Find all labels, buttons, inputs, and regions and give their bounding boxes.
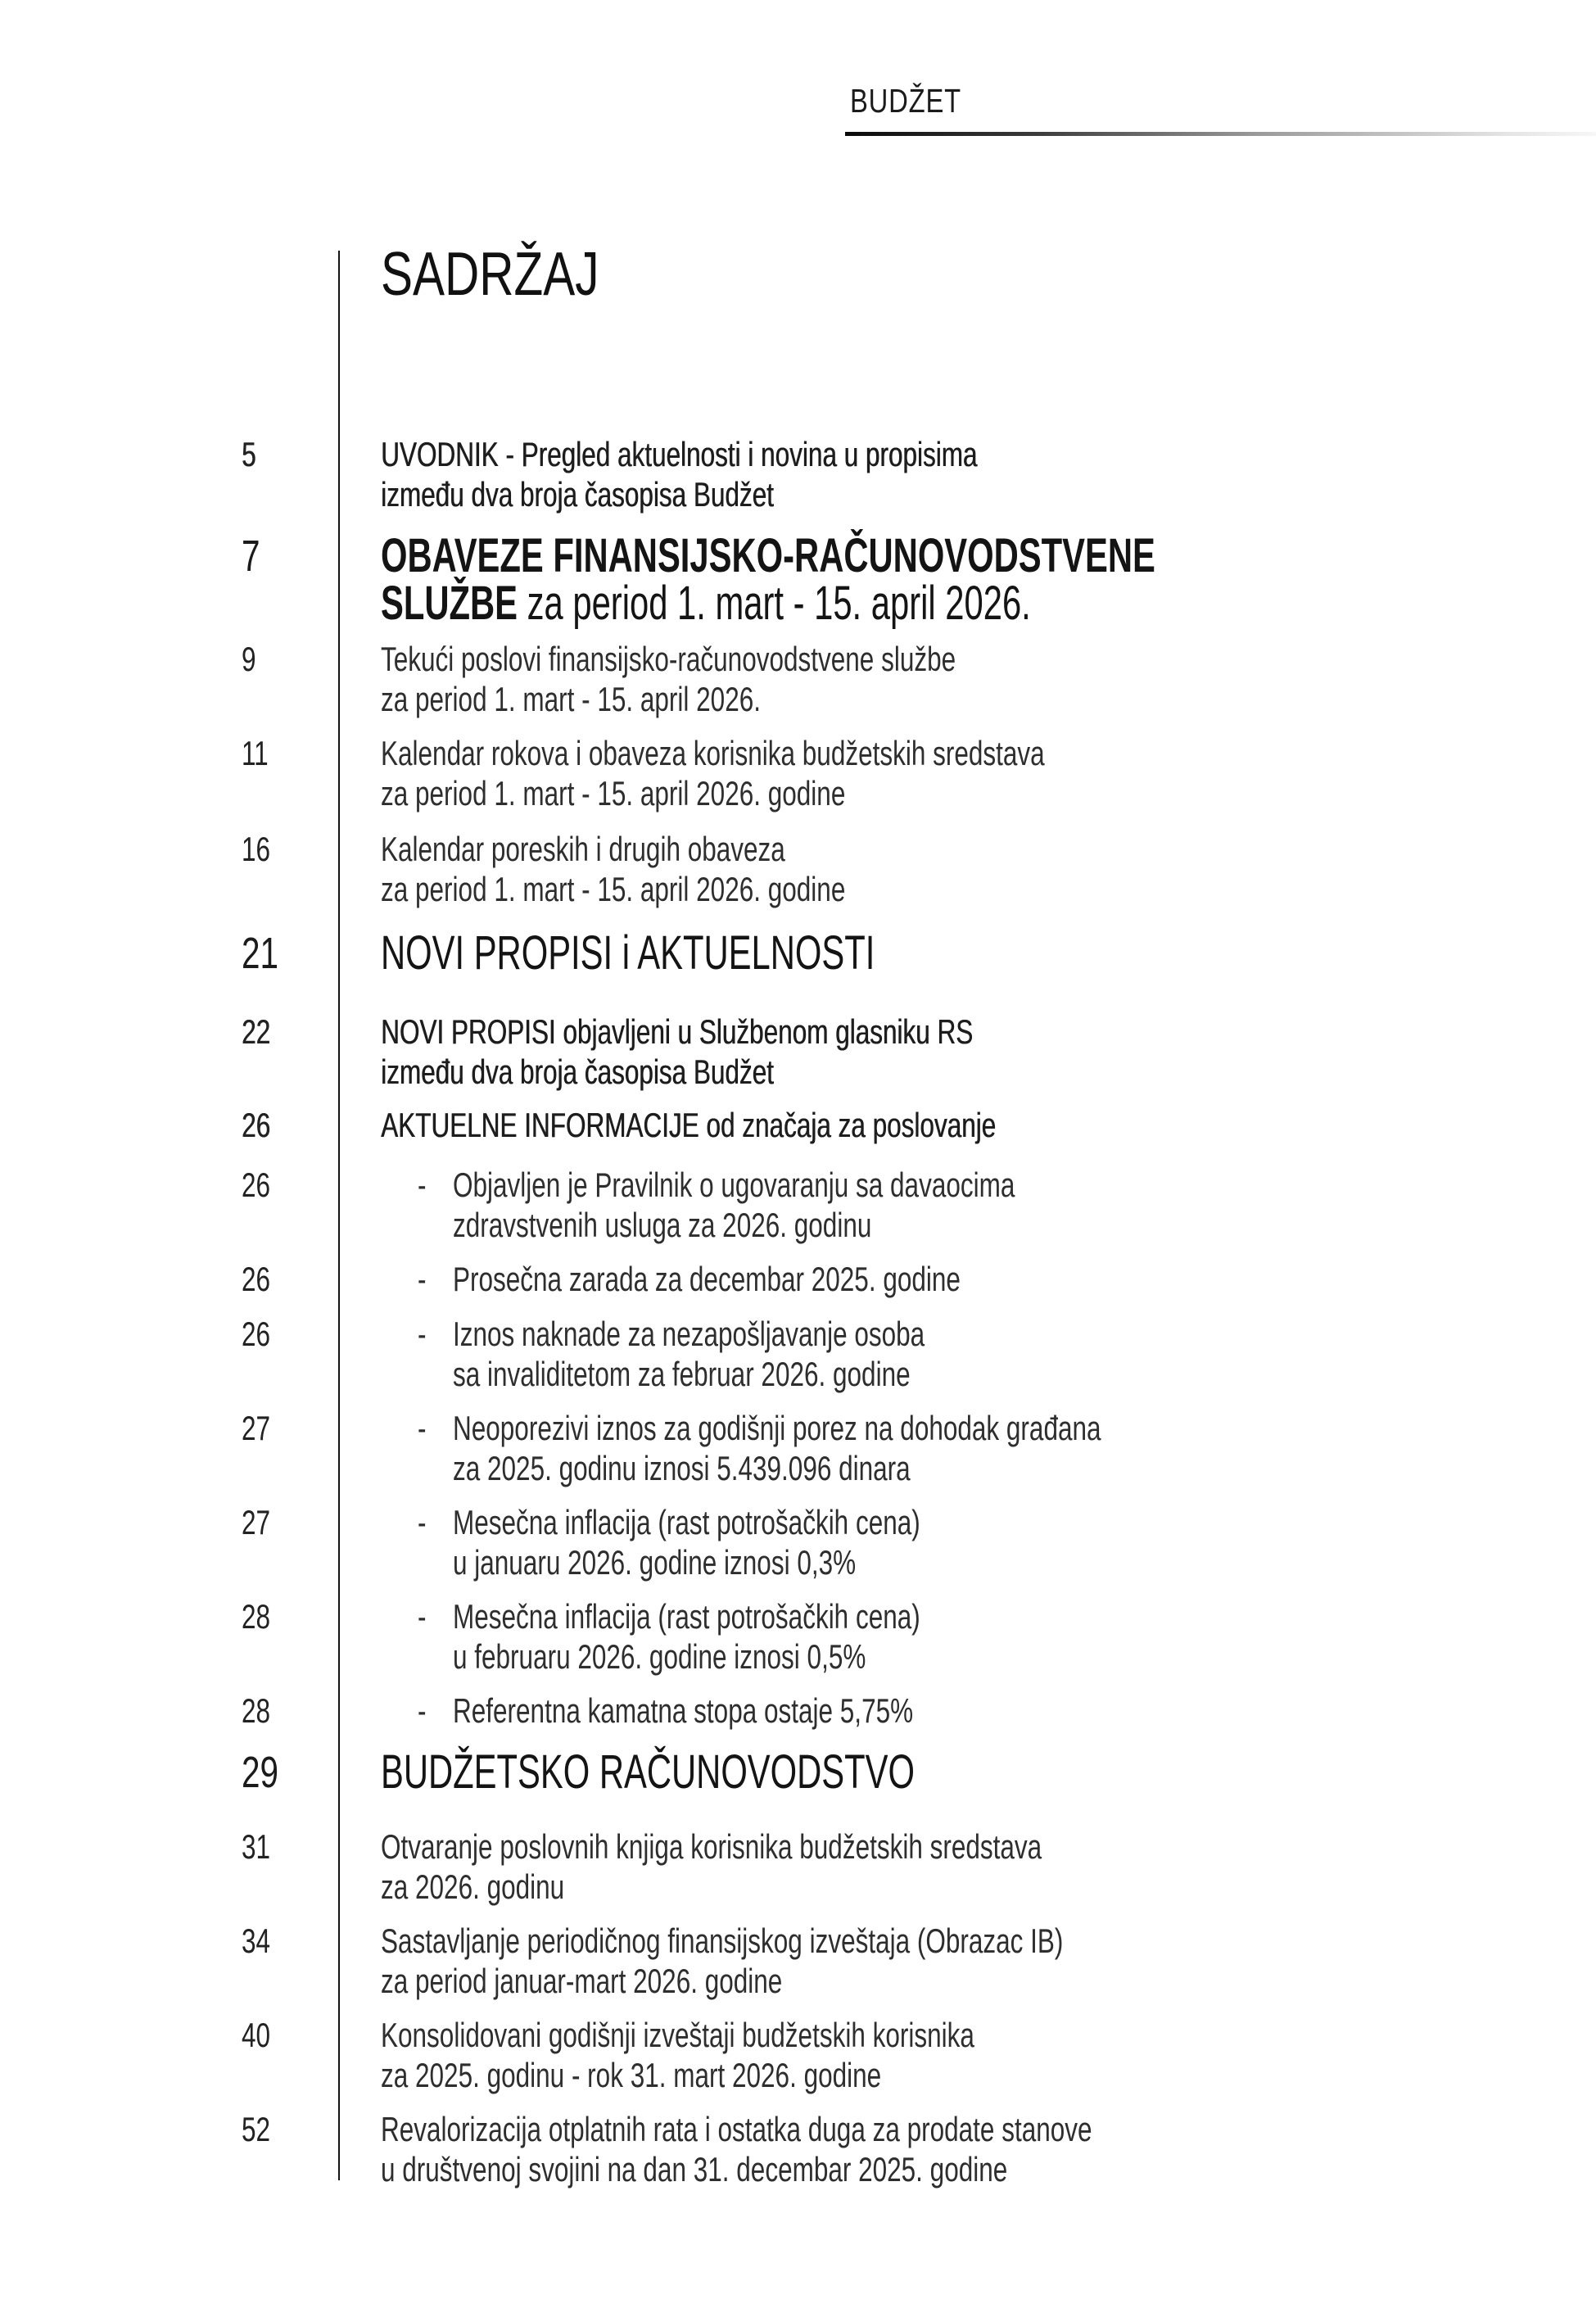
page-title: [381, 239, 661, 308]
toc-entry-line-text: između dva broja časopisa Budžet: [381, 1052, 774, 1091]
toc-entry-line-text: u januaru 2026. godine iznosi 0,3%: [453, 1543, 857, 1582]
toc-entry-line: [381, 1052, 1170, 1092]
magazine-title-text: BUDŽET: [850, 82, 961, 120]
toc-entry-line: [418, 1259, 1130, 1299]
toc-entry-text: [381, 1921, 1291, 2001]
toc-entry-line: [418, 1354, 1082, 1394]
toc-entry-line-text: za period 1. mart - 15. april 2026. godine: [381, 870, 846, 908]
toc-entry-line-text: za period 1. mart - 15. april 2026. godine: [381, 774, 846, 812]
toc-entry-line: [381, 773, 1266, 813]
toc-entry-line: [418, 1314, 1082, 1354]
toc-entry-line: [381, 1745, 1123, 1799]
toc-heading-bold-segment: SLUŽBE: [381, 577, 518, 630]
toc-entry-line-text: sa invaliditetom za februar 2026. godine: [453, 1355, 911, 1393]
dash-bullet: -: [418, 1503, 427, 1541]
toc-entry-line: [381, 1826, 1262, 1867]
toc-entry-text: [381, 639, 1147, 719]
toc-page-number-text: 27: [242, 1409, 271, 1447]
toc-page-number-text: 28: [242, 1597, 271, 1636]
toc-page-number-text: 7: [242, 532, 260, 581]
toc-entry-text: [381, 1012, 1170, 1092]
toc-entry-line: [418, 1691, 1066, 1731]
toc-entry-line-text: NOVI PROPISI objavljeni u Službenom glasniku RS: [381, 1012, 974, 1051]
toc-entry-text: [418, 1596, 1076, 1677]
toc-page-number: [242, 1314, 280, 1354]
toc-page-number: [242, 434, 260, 474]
toc-entry-line: [381, 2149, 1329, 2189]
dash-bullet: -: [418, 1166, 427, 1204]
toc-entry-line-text: [381, 529, 1155, 582]
page-title-text: SADRŽAJ: [381, 239, 599, 308]
toc-heading-regular-segment: za period 1. mart - 15. april 2026.: [518, 577, 1031, 630]
toc-entry-line: [381, 1105, 1200, 1145]
content-divider-line: [338, 251, 340, 2180]
toc-page-number-text: 40: [242, 2016, 271, 2054]
toc-entry-text: [381, 926, 1067, 980]
toc-entry-line-text: za 2026. godinu: [381, 1867, 565, 1906]
toc-entry-text: [381, 2015, 1173, 2095]
toc-entry-line: [418, 1165, 1202, 1205]
toc-entry-text: [381, 1105, 1200, 1145]
toc-entry-text: [381, 733, 1266, 813]
toc-entry-line-text: Kalendar poreskih i drugih obaveza: [381, 830, 785, 868]
toc-entry-text: [381, 1745, 1123, 1799]
toc-page-number-text: 29: [242, 1748, 279, 1797]
toc-entry-line-text: zdravstvenih usluga za 2026. godinu: [453, 1206, 872, 1244]
toc-entry-line-text: za period januar-mart 2026. godine: [381, 1962, 783, 2000]
toc-entry-line: [381, 2109, 1329, 2149]
dash-bullet: -: [418, 1597, 427, 1636]
toc-page-number-text: 9: [242, 640, 256, 678]
toc-entry-text: [418, 1165, 1202, 1245]
toc-page-number-text: 26: [242, 1260, 271, 1298]
toc-entry-line: [381, 434, 1176, 474]
toc-page-number-text: 28: [242, 1691, 271, 1730]
toc-entry-line-text: za 2025. godinu - rok 31. mart 2026. godine: [381, 2056, 882, 2094]
toc-entry-line-text: Otvaranje poslovnih knjiga korisnika budžetskih sredstava: [381, 1827, 1042, 1866]
toc-page-number-text: 22: [242, 1012, 271, 1051]
toc-entry-line: [381, 529, 1457, 582]
toc-entry-text: [381, 529, 1457, 630]
toc-entry-line: [381, 926, 1067, 980]
toc-entry-line-text: u februaru 2026. godine iznosi 0,5%: [453, 1637, 866, 1676]
toc-page-number-text: 52: [242, 2110, 271, 2148]
toc-entry-text: [418, 1259, 1130, 1299]
toc-page-number: [242, 1826, 280, 1867]
toc-page-number: [242, 1012, 280, 1052]
toc-entry-line-text: UVODNIK - Pregled aktuelnosti i novina u propisima: [381, 435, 978, 473]
toc-entry-line-text: BUDŽETSKO RAČUNOVODSTVO: [381, 1745, 915, 1799]
toc-page-number-text: 11: [242, 734, 269, 772]
toc-page-number-text: 26: [242, 1315, 271, 1353]
toc-page-number-text: 21: [242, 929, 279, 978]
toc-entry-line: [381, 639, 1147, 679]
toc-entry-line-text: AKTUELNE INFORMACIJE od značaja za poslovanje: [381, 1106, 997, 1144]
toc-page-number: [242, 2109, 280, 2149]
toc-entry-line: [381, 869, 1000, 909]
toc-entry-line-text: za period 1. mart - 15. april 2026.: [381, 680, 762, 718]
toc-entry-line: [381, 577, 1457, 630]
toc-entry-line-text: Neoporezivi iznos za godišnji porez na dohodak građana: [453, 1409, 1101, 1447]
toc-entry-text: [381, 829, 1000, 909]
toc-entry-text: [418, 1502, 1076, 1582]
toc-page-number-text: 16: [242, 830, 271, 868]
dash-bullet: -: [418, 1315, 427, 1353]
toc-page-number: [242, 1596, 280, 1636]
toc-page-number: [242, 1105, 280, 1145]
toc-entry-line-text: Mesečna inflacija (rast potrošačkih cena): [453, 1597, 920, 1636]
toc-page-number: [242, 1165, 280, 1205]
toc-entry-line: [381, 2015, 1173, 2055]
toc-page-number: [242, 639, 260, 679]
toc-entry-text: [418, 1408, 1317, 1488]
toc-entry-line: [381, 474, 1176, 514]
dash-bullet: -: [418, 1260, 427, 1298]
toc-page-number: [242, 930, 291, 977]
toc-entry-line-text: Sastavljanje periodičnog finansijskog izveštaja (Obrazac IB): [381, 1921, 1064, 1960]
toc-page-number: [242, 2015, 280, 2055]
toc-entry-text: [381, 434, 1176, 514]
toc-entry-text: [418, 1691, 1066, 1731]
toc-entry-line: [381, 1012, 1170, 1052]
toc-page-number: [242, 1259, 280, 1299]
toc-entry-line: [381, 1961, 1291, 2001]
toc-entry-line-text: Mesečna inflacija (rast potrošačkih cena): [453, 1503, 920, 1541]
toc-entry-line-text: Kalendar rokova i obaveza korisnika budžetskih sredstava: [381, 734, 1045, 772]
toc-entry-line: [418, 1448, 1317, 1488]
magazine-title: [850, 82, 989, 120]
toc-entry-line: [418, 1542, 1076, 1582]
toc-page-number-text: 5: [242, 435, 256, 473]
toc-page-number: [242, 1408, 280, 1448]
toc-entry-line-text: Iznos naknade za nezapošljavanje osoba: [453, 1315, 925, 1353]
toc-entry-line-text: između dva broja časopisa Budžet: [381, 475, 774, 514]
toc-heading-bold-segment: OBAVEZE FINANSIJSKO-RAČUNOVODSTVENE: [381, 529, 1155, 582]
header-gradient-rule: [845, 132, 1596, 136]
toc-entry-line-text: Objavljen je Pravilnik o ugovaranju sa davaocima: [453, 1166, 1015, 1204]
toc-entry-line: [418, 1636, 1076, 1677]
toc-entry-line: [381, 679, 1147, 719]
toc-entry-line: [381, 1921, 1291, 1961]
toc-entry-line-text: Referentna kamatna stopa ostaje 5,75%: [453, 1691, 914, 1730]
toc-entry-line-text: [381, 577, 1031, 630]
toc-entry-line-text: NOVI PROPISI i AKTUELNOSTI: [381, 926, 875, 980]
toc-page-number-text: 27: [242, 1503, 271, 1541]
toc-entry-line: [418, 1205, 1202, 1245]
toc-page-number: [242, 1921, 280, 1961]
toc-page-number-text: 26: [242, 1166, 271, 1204]
dash-bullet: -: [418, 1691, 427, 1730]
toc-page-number: [242, 829, 280, 869]
toc-entry-line-text: za 2025. godinu iznosi 5.439.096 dinara: [453, 1449, 911, 1487]
toc-entry-line: [381, 733, 1266, 773]
toc-entry-line: [381, 829, 1000, 869]
toc-entry-line: [418, 1596, 1076, 1636]
toc-entry-line-text: Konsolidovani godišnji izveštaji budžetskih korisnika: [381, 2016, 974, 2054]
toc-entry-text: [381, 2109, 1329, 2189]
toc-entry-text: [418, 1314, 1082, 1394]
toc-entry-line: [381, 2055, 1173, 2095]
toc-page-number: [242, 1502, 280, 1542]
toc-entry-line: [418, 1408, 1317, 1448]
toc-entry-line-text: Prosečna zarada za decembar 2025. godine: [453, 1260, 961, 1298]
toc-entry-line-text: Revalorizacija otplatnih rata i ostatka duga za prodate stanove: [381, 2110, 1092, 2148]
toc-entry-text: [381, 1826, 1262, 1907]
toc-page-number: [242, 1691, 280, 1731]
toc-entry-line-text: Tekući poslovi finansijsko-računovodstvene službe: [381, 640, 956, 678]
dash-bullet: -: [418, 1409, 427, 1447]
toc-page-number-text: 31: [242, 1827, 271, 1866]
toc-page-number-text: 34: [242, 1921, 271, 1960]
toc-page-number: [242, 532, 266, 580]
toc-entry-line: [381, 1867, 1262, 1907]
toc-page-number: [242, 733, 278, 773]
toc-entry-line-text: u društvenoj svojini na dan 31. decembar 2025. godine: [381, 2150, 1008, 2188]
toc-page-number-text: 26: [242, 1106, 271, 1144]
toc-page-number: [242, 1749, 291, 1796]
toc-entry-line: [418, 1502, 1076, 1542]
